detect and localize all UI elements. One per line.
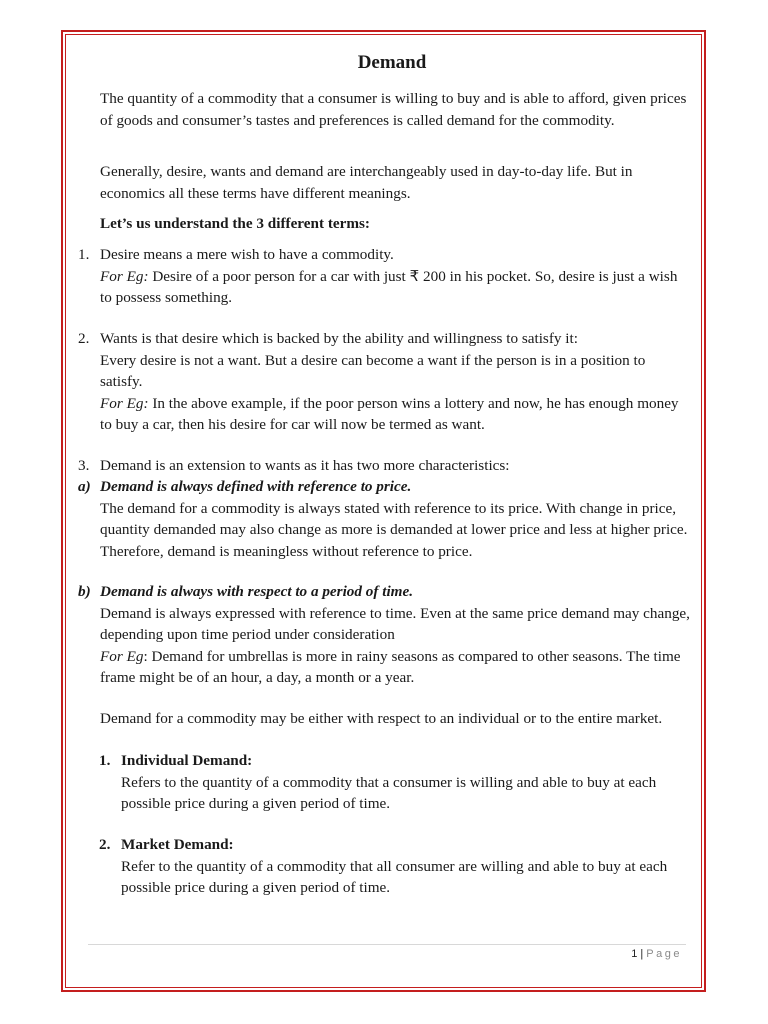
example-label: For Eg:: [100, 267, 149, 285]
list-number-3: 3.: [78, 457, 90, 474]
type-heading-individual: Individual Demand:: [121, 752, 253, 769]
type-heading-market: Market Demand:: [121, 836, 234, 853]
list-item-desire: [100, 244, 690, 309]
type-text-individual: Refers to the quantity of a commodity that a consumer is willing and able to buy at each possible price during a given period of time.: [121, 773, 657, 812]
sub-item-time: [100, 581, 690, 689]
desire-example: [100, 266, 690, 309]
sub-label-b: b): [78, 583, 91, 600]
page-label: Page: [646, 948, 682, 960]
type-market-demand: [121, 834, 691, 899]
list-number-2: 2.: [78, 330, 90, 347]
example-text: : Demand for umbrellas is more in rainy seasons as compared to other seasons. The time frame might be of an hour, a day, a month or a year.: [100, 647, 681, 686]
list-item-wants: [100, 328, 690, 436]
type-text-market: Refer to the quantity of a commodity that all consumer are willing and able to buy at each possible price during a given period of time.: [121, 857, 668, 896]
example-label: For Eg: [100, 647, 144, 665]
type-individual-demand: [121, 750, 691, 815]
sub-text-price: The demand for a commodity is always stated with reference to its price. With change in price, quantity demanded may also change as more is demanded at lower price and less at higher price. Therefore, demand is meaningless without reference to price.: [100, 499, 688, 560]
section-heading: Let’s us understand the 3 different terms:: [100, 215, 370, 232]
wants-example: [100, 393, 690, 436]
wants-explanation: Every desire is not a want. But a desire can become a want if the person is in a position to satisfy.: [100, 351, 646, 390]
example-text: Desire of a poor person for a car with just ₹ 200 in his pocket. So, desire is just a wish to possess something.: [100, 267, 678, 306]
page-title: Demand: [357, 52, 427, 73]
example-label: For Eg:: [100, 394, 149, 412]
sub-heading-time: Demand is always with respect to a period of time.: [100, 583, 414, 600]
sub-item-price: [100, 476, 690, 562]
wants-definition: Wants is that desire which is backed by the ability and willingness to satisfy it:: [100, 330, 578, 347]
types-intro: Demand for a commodity may be either with respect to an individual or to the entire market.: [100, 710, 663, 727]
intro-paragraph-1: The quantity of a commodity that a consumer is willing to buy and is able to afford, given prices of goods and consumer’s tastes and preferences is called demand for the commodity.: [100, 90, 687, 129]
footer-divider: [88, 944, 686, 945]
sub-label-a: a): [78, 478, 91, 495]
example-text: In the above example, if the poor person wins a lottery and now, he has enough money to buy a car, then his desire for car will now be termed as want.: [100, 394, 679, 433]
footer-separator: |: [640, 948, 644, 960]
page-number: 1: [631, 948, 638, 960]
sub-heading-price: Demand is always defined with reference to price.: [100, 478, 412, 495]
intro-paragraph-2: Generally, desire, wants and demand are interchangeably used in day-to-day life. But in economics all these terms have different meanings.: [100, 163, 633, 202]
type-number-1: 1.: [99, 752, 111, 769]
page-footer: [560, 946, 682, 962]
list-item-demand: Demand is an extension to wants as it has two more characteristics:: [100, 457, 510, 474]
desire-definition: Desire means a mere wish to have a commodity.: [100, 246, 394, 263]
sub-text-time: Demand is always expressed with reference to time. Even at the same price demand may change, depending upon time period under consideration: [100, 604, 690, 643]
list-number-1: 1.: [78, 246, 90, 263]
time-example: [100, 646, 690, 689]
type-number-2: 2.: [99, 836, 111, 853]
